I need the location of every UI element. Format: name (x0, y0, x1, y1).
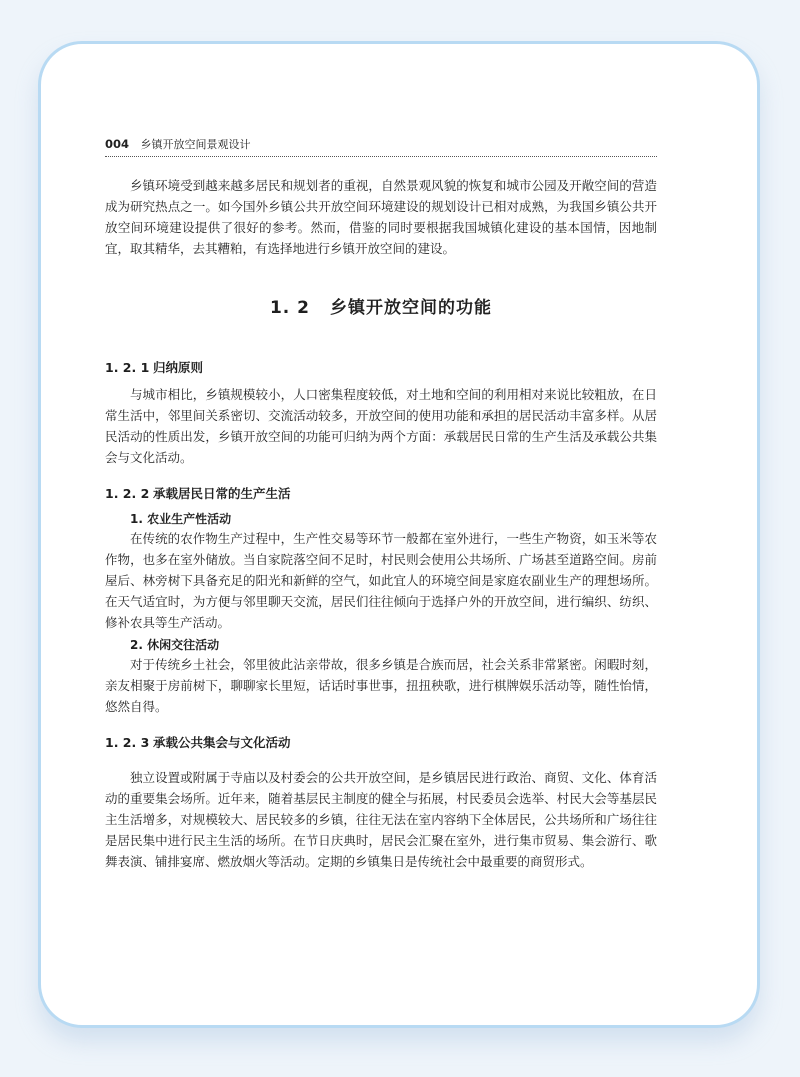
subsection-paragraph: 与城市相比，乡镇规模较小，人口密集程度较低，对土地和空间的利用相对来说比较粗放，在日常生活中，邻里间关系密切、交流活动较多，开放空间的使用功能和承担的居民活动丰富多样。从居民活动的性质出发，乡镇开放空间的功能可归纳为两个方面：承载居民日常的生产生活及承载公共集会与文化活动。 (105, 387, 657, 465)
subsection-title (105, 358, 657, 376)
intro-paragraph: 乡镇环境受到越来越多居民和规划者的重视，自然景观风貌的恢复和城市公园及开敞空间的营造成为研究热点之一。如今国外乡镇公共开放空间环境建设的规划设计已相对成熟，为我国乡镇公共开放空间环境建设提供了很好的参考。然而，借鉴的同时要根据我国城镇化建设的基本国情，因地制宜，取其精华，去其糟粕，有选择地进行乡镇开放空间的建设。 (105, 178, 657, 256)
subsection-number: 1. 2. 2 (105, 486, 150, 501)
subsection-title-text: 承载居民日常的生产生活 (153, 486, 291, 501)
item-title: 1. 农业生产性活动 (130, 512, 232, 526)
item-paragraph: 对于传统乡土社会，邻里彼此沾亲带故，很多乡镇是合族而居，社会关系非常紧密。闲暇时刻，亲友相聚于房前树下，聊聊家长里短，话话时事世事，扭扭秧歌，进行棋牌娱乐活动等，随性怡情，悠然自得。 (105, 657, 657, 714)
subsection-number: 1. 2. 3 (105, 735, 150, 750)
subsection-number: 1. 2. 1 (105, 360, 150, 375)
page-content (105, 136, 657, 872)
subsection-title (105, 484, 657, 502)
subsection-title-text: 承载公共集会与文化活动 (153, 735, 291, 750)
subsection-title-text: 归纳原则 (153, 360, 204, 375)
page-number: 004 (105, 137, 130, 151)
subsection-title (105, 733, 657, 751)
book-title: 乡镇开放空间景观设计 (140, 138, 251, 151)
running-header (105, 136, 657, 157)
item-paragraph: 在传统的农作物生产过程中，生产性交易等环节一般都在室外进行，一些生产物资，如玉米等农作物，也多在室外储放。当自家院落空间不足时，村民则会使用公共场所、广场甚至道路空间。房前屋后、林旁树下具备充足的阳光和新鲜的空气，如此宜人的环境空间是家庭农副业生产的理想场所。在天气适宜时，为方便与邻里聊天交流，居民们往往倾向于选择户外的开放空间，进行编织、纺织、修补农具等生产活动。 (105, 531, 657, 630)
section-number: 1. 2 (269, 298, 311, 318)
item-title: 2. 休闲交往活动 (130, 638, 220, 652)
subsection-paragraph: 独立设置或附属于寺庙以及村委会的公共开放空间，是乡镇居民进行政治、商贸、文化、体育活动的重要集会场所。近年来，随着基层民主制度的健全与拓展，村民委员会选举、村民大会等基层民主生活增多，对规模较大、居民较多的乡镇，往往无法在室内容纳下全体居民，公共场所和广场往往是居民集中进行民主生活的场所。在节日庆典时，居民会汇聚在室外，进行集市贸易、集会游行、歌舞表演、铺排宴席、燃放烟火等活动。定期的乡镇集日是传统社会中最重要的商贸形式。 (105, 770, 657, 869)
section-title-text: 乡镇开放空间的功能 (330, 298, 493, 318)
section-title (105, 293, 657, 318)
